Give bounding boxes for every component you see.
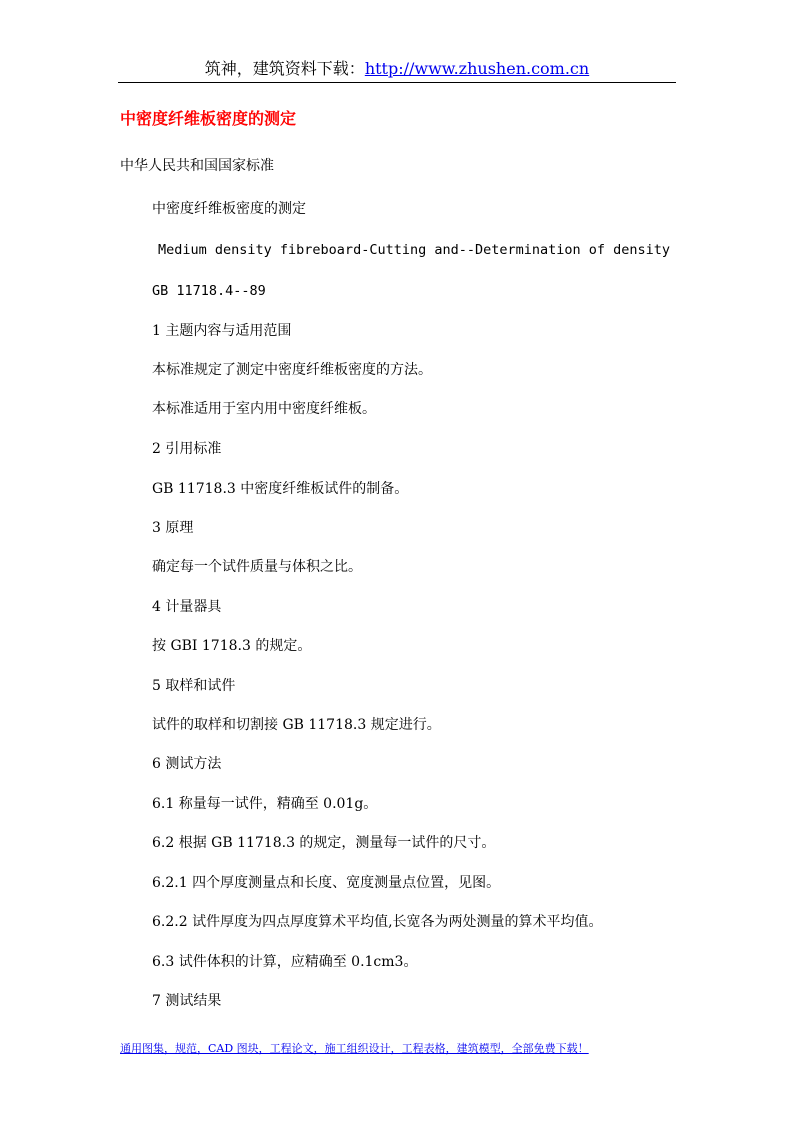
paragraph: 本标准适用于室内用中密度纤维板。	[152, 401, 376, 417]
document-title: 中密度纤维板密度的测定	[120, 109, 297, 128]
paragraph: 6.2.1 四个厚度测量点和长度、宽度测量点位置，见图。	[152, 875, 501, 891]
standard-name-zh: 中密度纤维板密度的测定	[152, 201, 306, 217]
section-heading: 7 测试结果	[152, 993, 222, 1009]
paragraph: 6.3 试件体积的计算，应精确至 0.1cm3。	[152, 954, 418, 970]
footer-link[interactable]: 通用图集，规范，CAD 图块，工程论文，施工组织设计，工程表格，建筑模型，全部免费下载！	[120, 1042, 589, 1055]
standard-name-en: Medium density fibreboard-Cutting and--Determination of density	[158, 242, 671, 258]
page-header	[118, 56, 676, 83]
paragraph: GB 11718.3 中密度纤维板试件的制备。	[152, 481, 409, 497]
section-heading: 5 取样和试件	[152, 678, 236, 694]
section-heading: 3 原理	[152, 520, 194, 536]
header-link[interactable]: http://www.zhushen.com.cn	[364, 59, 590, 78]
paragraph: 6.2.2 试件厚度为四点厚度算术平均值,长宽各为两处测量的算术平均值。	[152, 914, 603, 930]
section-heading: 6 测试方法	[152, 756, 222, 772]
paragraph: 确定每一个试件质量与体积之比。	[152, 559, 362, 575]
section-heading: 4 计量器具	[152, 599, 222, 615]
paragraph: 6.1 称量每一试件，精确至 0.01g。	[152, 796, 378, 812]
standard-category: 中华人民共和国国家标准	[120, 158, 274, 174]
paragraph: 按 GBI 1718.3 的规定。	[152, 638, 312, 654]
paragraph: 试件的取样和切割接 GB 11718.3 规定进行。	[152, 717, 441, 733]
section-heading: 2 引用标准	[152, 441, 222, 457]
standard-code: GB 11718.4--89	[152, 283, 266, 299]
paragraph: 本标准规定了测定中密度纤维板密度的方法。	[152, 362, 432, 378]
paragraph: 6.2 根据 GB 11718.3 的规定，测量每一试件的尺寸。	[152, 835, 496, 851]
header-text: 筑神，建筑资料下载：	[204, 59, 365, 78]
section-heading: 1 主题内容与适用范围	[152, 323, 292, 339]
